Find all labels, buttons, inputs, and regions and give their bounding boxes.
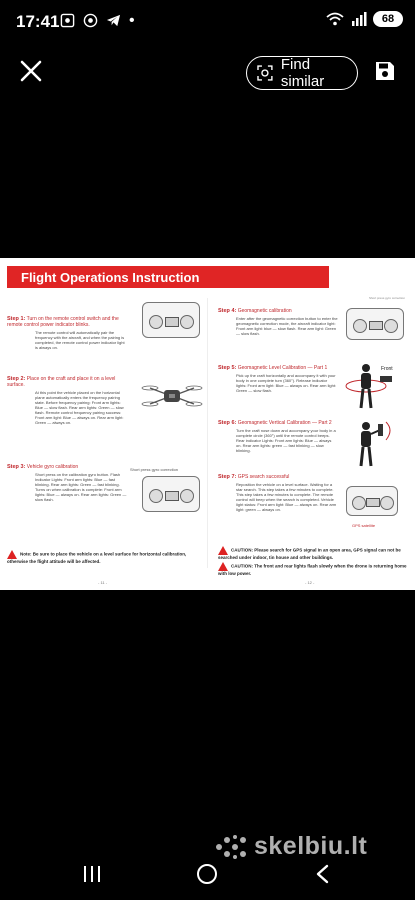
gallery-icon — [60, 13, 75, 28]
drone-illustration — [140, 378, 204, 412]
page-number-left: - 11 - — [98, 580, 108, 585]
page-number-right: - 12 - — [305, 580, 315, 585]
person-vertical-rotation-illustration — [342, 418, 402, 470]
home-button[interactable] — [197, 864, 217, 884]
step-2-text: Place on the craft and place it on a level surface. — [7, 376, 116, 388]
save-icon — [376, 62, 394, 80]
status-bar — [0, 0, 415, 44]
doc-title-banner — [7, 266, 329, 288]
document-image[interactable] — [0, 258, 415, 590]
page-divider — [207, 298, 208, 568]
remote-illustration-4 — [346, 308, 404, 340]
status-time: 17:41 — [16, 12, 60, 31]
step-6-text: Geomagnetic Vertical Calibration — Part 2 — [237, 420, 332, 426]
close-icon — [22, 62, 40, 80]
find-similar-button[interactable] — [246, 56, 358, 90]
label-front: Front — [381, 366, 393, 372]
remote-illustration-1 — [142, 302, 200, 338]
close-button[interactable] — [18, 58, 44, 84]
lens-search-icon — [257, 65, 273, 81]
step-3-text: Vehicle gyro calibration — [26, 464, 79, 470]
step-7-title: Step 7: — [218, 474, 237, 480]
step-6-body: Turn the craft nose down and accompany your body in a complete circle (360°) until the remote control beeps. Rear indicator Lights: Front arm lights: Blue — always on. Rear arm lights: green — fast blinking — slow blinking. — [236, 428, 336, 453]
doc-title: Flight Operations Instruction — [21, 270, 200, 285]
note-text: Note: Be sure to place the vehicle on a level surface for horizontal calibration, otherwise the flight attitude will be affected. — [7, 551, 187, 564]
step-5-title: Step 5: — [218, 365, 237, 371]
remote-illustration-7 — [346, 486, 398, 516]
wifi-icon — [325, 11, 345, 27]
step-6 — [218, 420, 338, 453]
recents-button[interactable] — [82, 865, 102, 883]
caution-gps-text: CAUTION: Please search for GPS signal in an open area, GPS signal can not be searched under indoor, tin house and other buildings. — [218, 547, 401, 560]
find-similar-label: Find similar — [280, 56, 325, 90]
step-7-text: GPS search successful — [237, 474, 290, 480]
step-7-body: Reposition the vehicle on a level surface. Waiting for a star search. This step takes a few minutes to complete. This step takes a few minutes to complete. The remote control will beep when the search is completed. Vehicle light status: Front arm light: Blue — always on. Rear arm light: green — always on. — [236, 482, 337, 512]
navigation-bar — [0, 855, 415, 900]
step-4-text: Geomagnetic calibration — [237, 308, 292, 314]
step-3-body: Short press on the calibration gyro button. Flash Indicator Lights: Front arm lights: Blue — fast blinking. Rear arm lights: Green — fast blinking. Turns on when calibration is complete: Front arm lights: Blue — always on. Rear arm lights: Green — slow flash. — [35, 472, 127, 502]
recents-icon — [85, 866, 99, 882]
battery-indicator: 68 — [373, 11, 403, 27]
step-4-title: Step 4: — [218, 308, 237, 314]
step-5-body: Pick up the craft horizontally and accompany it with your body in one complete turn (360°). Release indicator lights: Front arm light: Blue — always on. Rear arm light: Green — slow flash. — [236, 373, 337, 393]
step-2-body: At this point the vehicle placed on the horizontal plane automatically enters the frequency pairing state. Before frequency pairing: Front arm lights: Blue — slow flash. Rear arm lights: Green — slow flash. Remote control frequency pairing success: Front arm light: Blue — always on. Rear arm light: Green — always on. — [35, 390, 124, 425]
step-1-text: Turn on the remote control switch and the remote control power indicator blinks. — [7, 316, 119, 328]
doc-corner-note: Short press gyro correction — [368, 296, 405, 300]
step-4 — [218, 308, 338, 336]
save-button[interactable] — [373, 59, 397, 83]
step-5-text: Geomagnetic Level Calibration — Part 1 — [237, 365, 328, 371]
step-4-body: Enter after the geomagnetic correction button to enter the geomagnetic correction mode, the aircraft indicator light: Front arm light: blue — slow flash. Rear arm light: Green — slow flash. — [236, 316, 338, 336]
warning-icon — [218, 546, 228, 555]
step-1-body: The remote control will automatically pair the frequency with the aircraft, and when the pairing is completed, the remote control power indicator light is always on. — [35, 330, 125, 350]
status-system-icons — [325, 11, 403, 27]
caution-gps — [218, 546, 408, 561]
step-1-title: Step 1: — [7, 316, 26, 322]
caution-low-power-text: CAUTION: The front and rear lights flash slowly when the drone is returning home with low power. — [218, 563, 407, 576]
status-dot: • — [129, 12, 135, 29]
step-6-title: Step 6: — [218, 420, 237, 426]
back-chevron-icon — [318, 866, 327, 882]
telegram-icon — [106, 13, 121, 28]
warning-icon — [7, 550, 17, 559]
gyro-caption: Short press gyro correction — [130, 467, 179, 472]
watermark-text: skelbiu.lt — [254, 832, 368, 860]
step-7 — [218, 474, 338, 512]
back-button[interactable] — [314, 864, 330, 884]
step-3-title: Step 3: — [7, 464, 26, 470]
step-3 — [7, 464, 127, 502]
camera-shutter-icon — [83, 13, 98, 28]
caution-low-power — [218, 562, 408, 577]
status-notification-icons — [60, 13, 135, 28]
step-5 — [218, 365, 338, 393]
note-level-surface — [7, 550, 205, 565]
step-1 — [7, 316, 127, 350]
step-2 — [7, 376, 127, 425]
signal-icon — [351, 11, 367, 27]
label-gps-satellite: GPS satellite — [352, 523, 376, 528]
remote-illustration-3 — [142, 476, 200, 512]
warning-icon — [218, 562, 228, 571]
step-2-title: Step 2: — [7, 376, 26, 382]
